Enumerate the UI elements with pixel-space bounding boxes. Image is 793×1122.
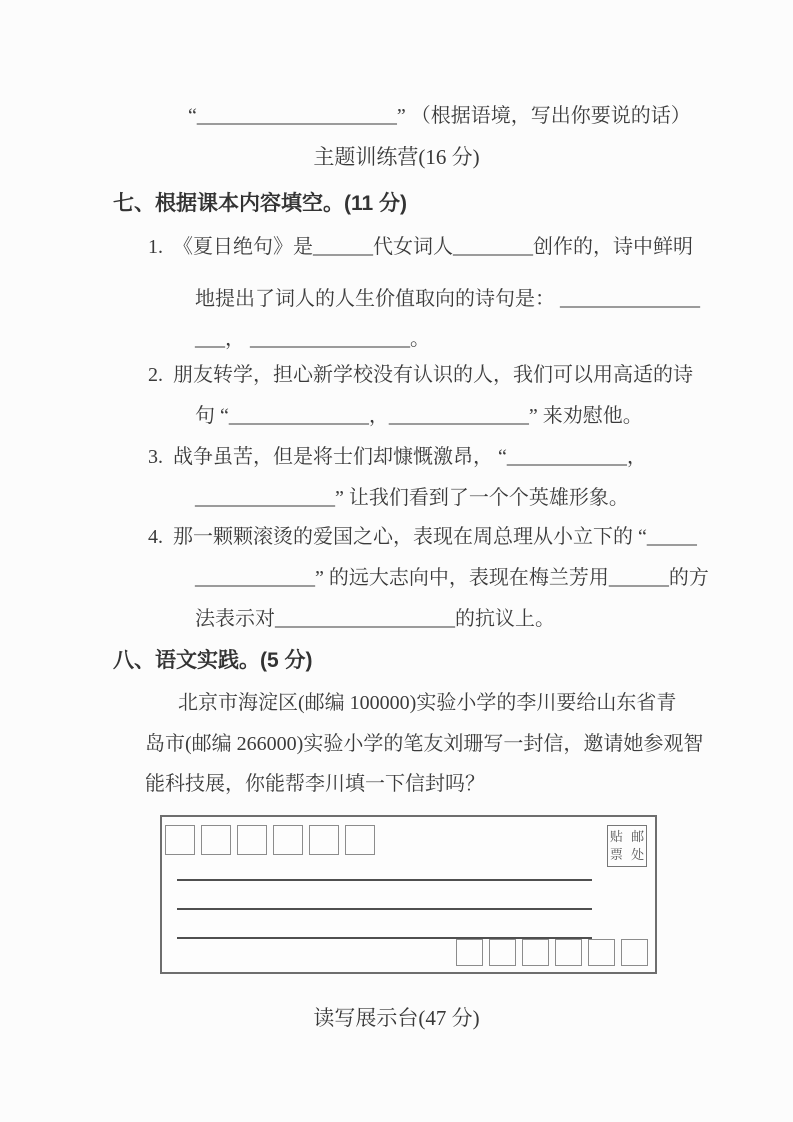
section-seven-heading: 七、根据课本内容填空。(11 分) <box>113 192 408 215</box>
item1-line2: 地提出了词人的人生价值取向的诗句是： ______________ <box>195 288 700 310</box>
postal-code-box <box>237 825 267 855</box>
section-banner-read-write: 读写展示台(47 分) <box>313 1006 480 1030</box>
item4-line2: ____________” 的远大志向中，表现在梅兰芳用______的方 <box>195 567 709 589</box>
address-line <box>177 910 592 939</box>
sender-postal-code-boxes <box>456 939 648 966</box>
section-eight-paragraph-line3: 能科技展，你能帮李川填一下信封吗？ <box>145 773 485 795</box>
address-line <box>177 852 592 881</box>
item4-line1: 4. 那一颗颗滚烫的爱国之心，表现在周总理从小立下的 “_____ <box>148 526 697 548</box>
item3-line2: ______________” 让我们看到了一个个英雄形象。 <box>195 487 629 509</box>
item1-line3: ___， ________________。 <box>195 328 430 350</box>
item4-line3: 法表示对__________________的抗议上。 <box>195 608 555 630</box>
stamp-placement-box <box>607 825 647 867</box>
section-eight-paragraph-line1: 北京市海淀区(邮编 100000)实验小学的李川要给山东省青 <box>178 692 677 714</box>
postal-code-box <box>165 825 195 855</box>
section-eight-heading: 八、语文实践。(5 分) <box>113 649 313 672</box>
stamp-label-row2: 票 处 <box>609 847 645 862</box>
address-lines <box>177 852 592 939</box>
postal-code-box <box>201 825 231 855</box>
item2-line1: 2. 朋友转学，担心新学校没有认识的人，我们可以用高适的诗 <box>148 364 693 386</box>
postal-code-box <box>273 825 303 855</box>
postal-code-box <box>309 825 339 855</box>
postal-code-box <box>345 825 375 855</box>
section-eight-paragraph-line2: 岛市(邮编 266000)实验小学的笔友刘珊写一封信，邀请她参观智 <box>145 733 704 755</box>
envelope-diagram <box>160 815 657 974</box>
postal-code-box <box>456 939 483 966</box>
postal-code-box <box>489 939 516 966</box>
postal-code-box <box>555 939 582 966</box>
top-question-blank-line: “____________________” （根据语境，写出你要说的话） <box>188 105 691 127</box>
address-line <box>177 881 592 910</box>
item3-line1: 3. 战争虽苦，但是将士们却慷慨激昂， “____________， <box>148 446 647 468</box>
section-banner-theme-camp: 主题训练营(16 分) <box>313 145 480 169</box>
stamp-label-row1: 贴 邮 <box>609 829 645 844</box>
item2-line2: 句 “______________，______________” 来劝慰他。 <box>195 405 643 427</box>
postal-code-box <box>621 939 648 966</box>
recipient-postal-code-boxes <box>165 825 375 855</box>
item1-line1: 1. 《夏日绝句》是______代女词人________创作的，诗中鲜明 <box>148 236 693 258</box>
postal-code-box <box>588 939 615 966</box>
postal-code-box <box>522 939 549 966</box>
